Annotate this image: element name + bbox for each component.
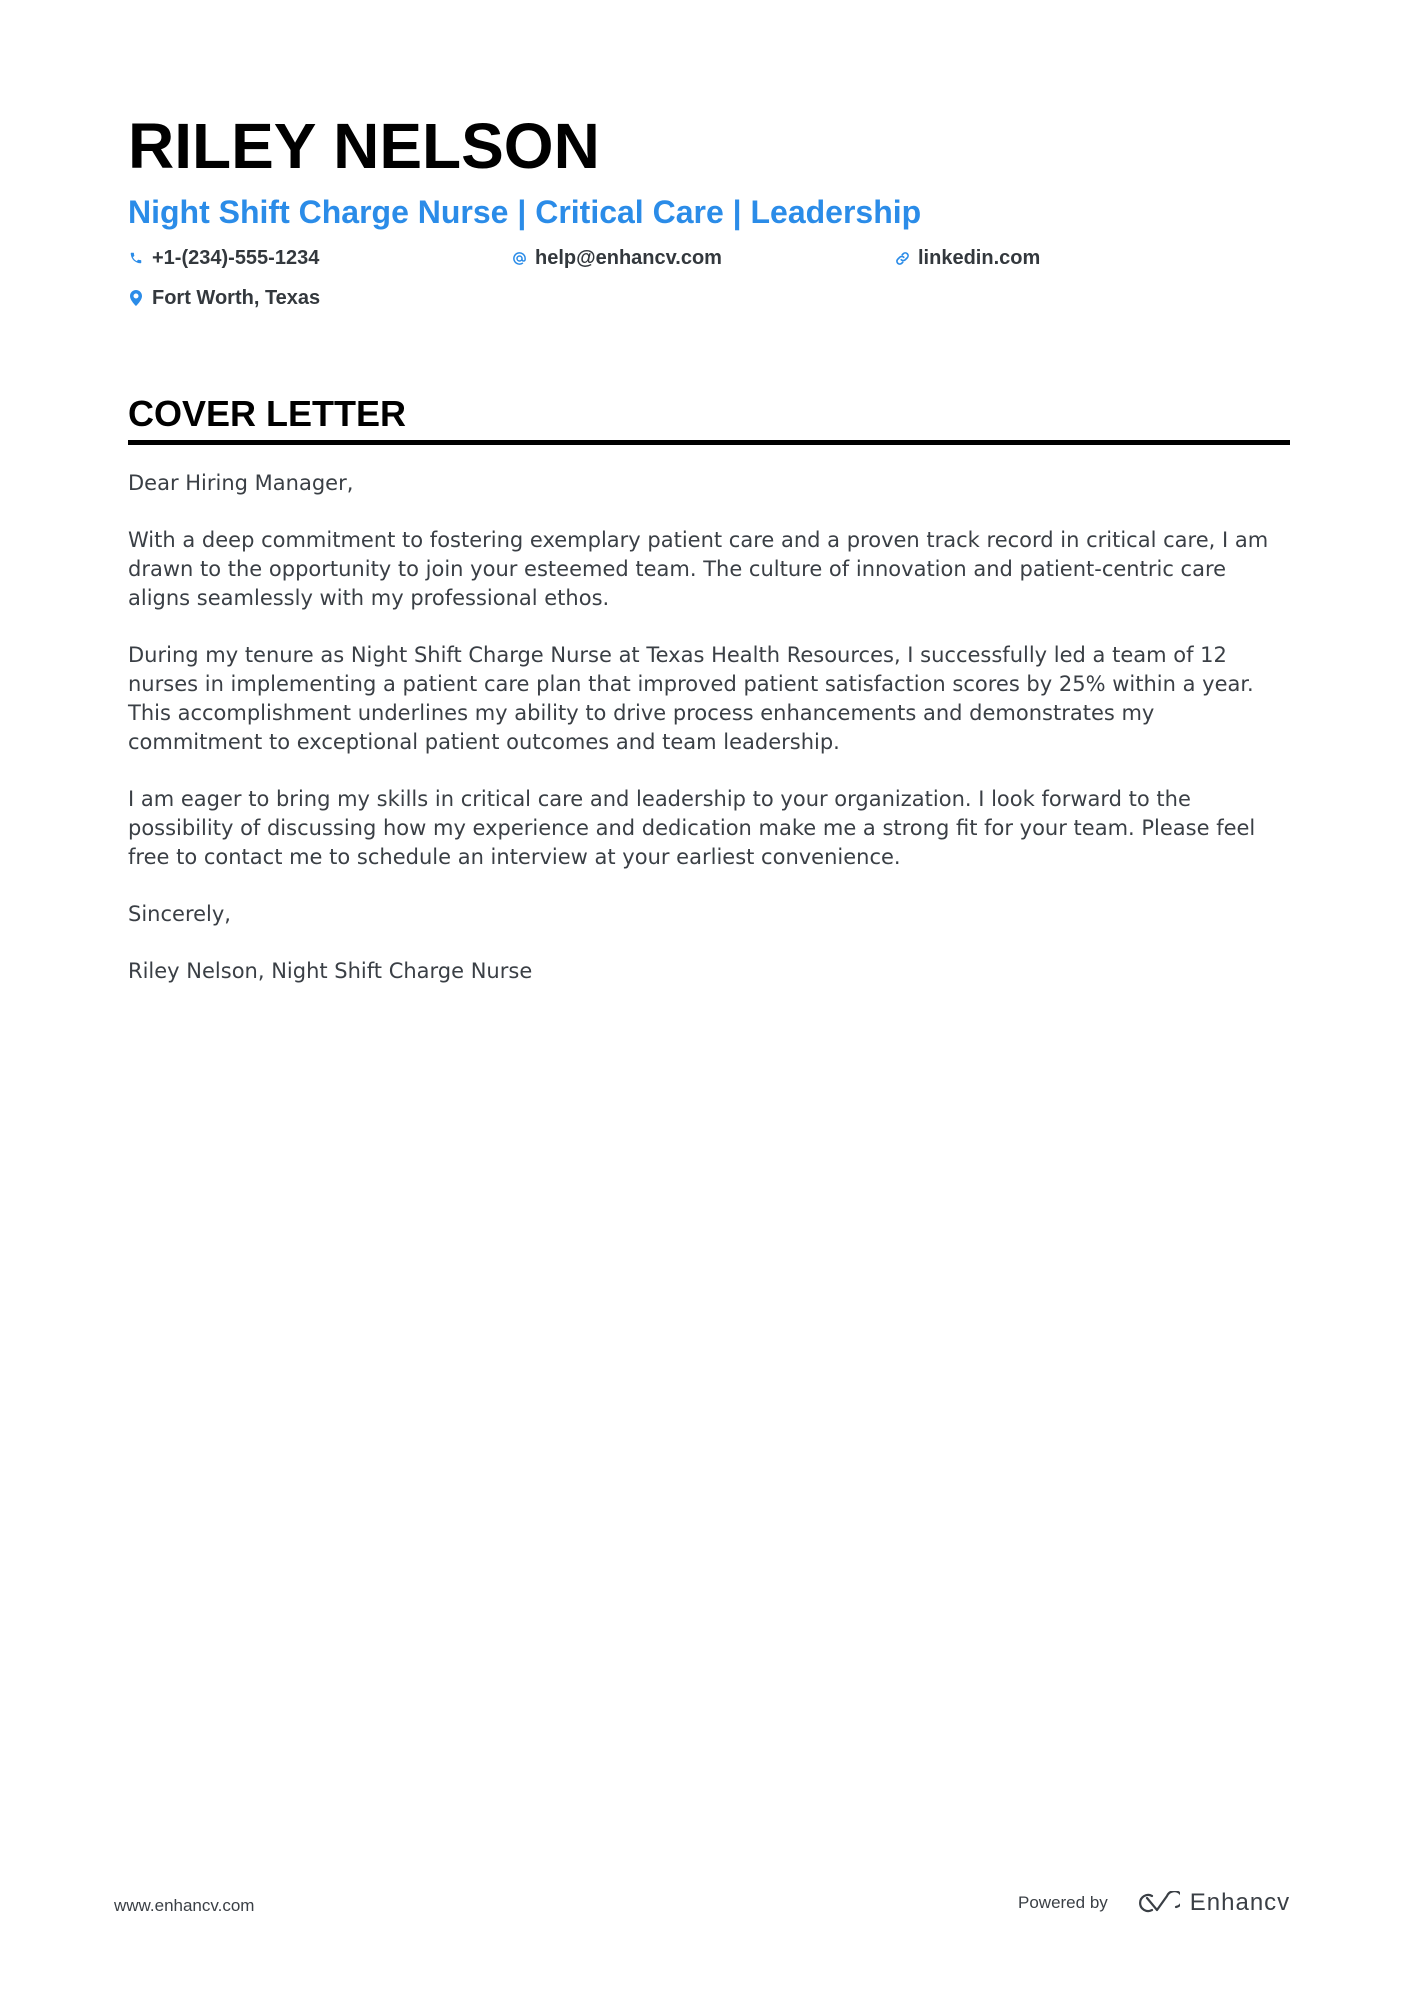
contact-email-text: help@enhancv.com — [535, 247, 722, 269]
letter-paragraph: During my tenure as Night Shift Charge Nurse at Texas Health Resources, I successfully led a team of 12 nurses in implementing a patient care plan that improved patient satisfaction scores by 25% within a year. This accomplishment underlines my ability to drive process enhancements and demonstrates my commitment to exceptional patient outcomes and team leadership. — [128, 643, 1254, 754]
contact-linkedin-text: linkedin.com — [918, 247, 1041, 269]
letter-greeting: Dear Hiring Manager, — [128, 471, 354, 495]
footer-website[interactable]: www.enhancv.com — [114, 1896, 255, 1915]
enhancv-logo-icon — [1134, 1891, 1180, 1915]
contact-phone-text: +1-(234)-555-1234 — [152, 247, 320, 269]
candidate-name: RILEY NELSON — [128, 110, 600, 182]
candidate-headline: Night Shift Charge Nurse | Critical Care | Leadership — [128, 194, 922, 230]
letter-closing: Sincerely, — [128, 902, 231, 926]
contact-info — [128, 244, 1290, 312]
footer-branding — [1018, 1888, 1290, 1918]
phone-icon — [128, 249, 144, 267]
at-icon — [511, 249, 527, 267]
letter-body — [128, 469, 1290, 986]
contact-linkedin — [894, 244, 1277, 272]
brand-name: Enhancv — [1189, 1889, 1291, 1916]
location-pin-icon — [128, 289, 144, 307]
link-icon — [894, 249, 910, 267]
contact-phone — [128, 244, 511, 272]
powered-by-label: Powered by — [1018, 1893, 1108, 1912]
contact-location — [128, 284, 511, 312]
letter-paragraph: I am eager to bring my skills in critical care and leadership to your organization. I look forward to the possibility of discussing how my experience and dedication make me a strong fit for your team. Please feel free to contact me to schedule an interview at your earliest convenience. — [128, 787, 1256, 869]
section-title: COVER LETTER — [128, 392, 1290, 445]
contact-email — [511, 244, 894, 272]
letter-paragraph: With a deep commitment to fostering exemplary patient care and a proven track record in critical care, I am drawn to the opportunity to join your esteemed team. The culture of innovation and patient-centric care aligns seamlessly with my professional ethos. — [128, 528, 1269, 610]
resume-header — [128, 108, 1290, 312]
cover-letter-section — [128, 392, 1290, 1014]
letter-signature: Riley Nelson, Night Shift Charge Nurse — [128, 959, 533, 983]
contact-location-text: Fort Worth, Texas — [152, 287, 321, 309]
